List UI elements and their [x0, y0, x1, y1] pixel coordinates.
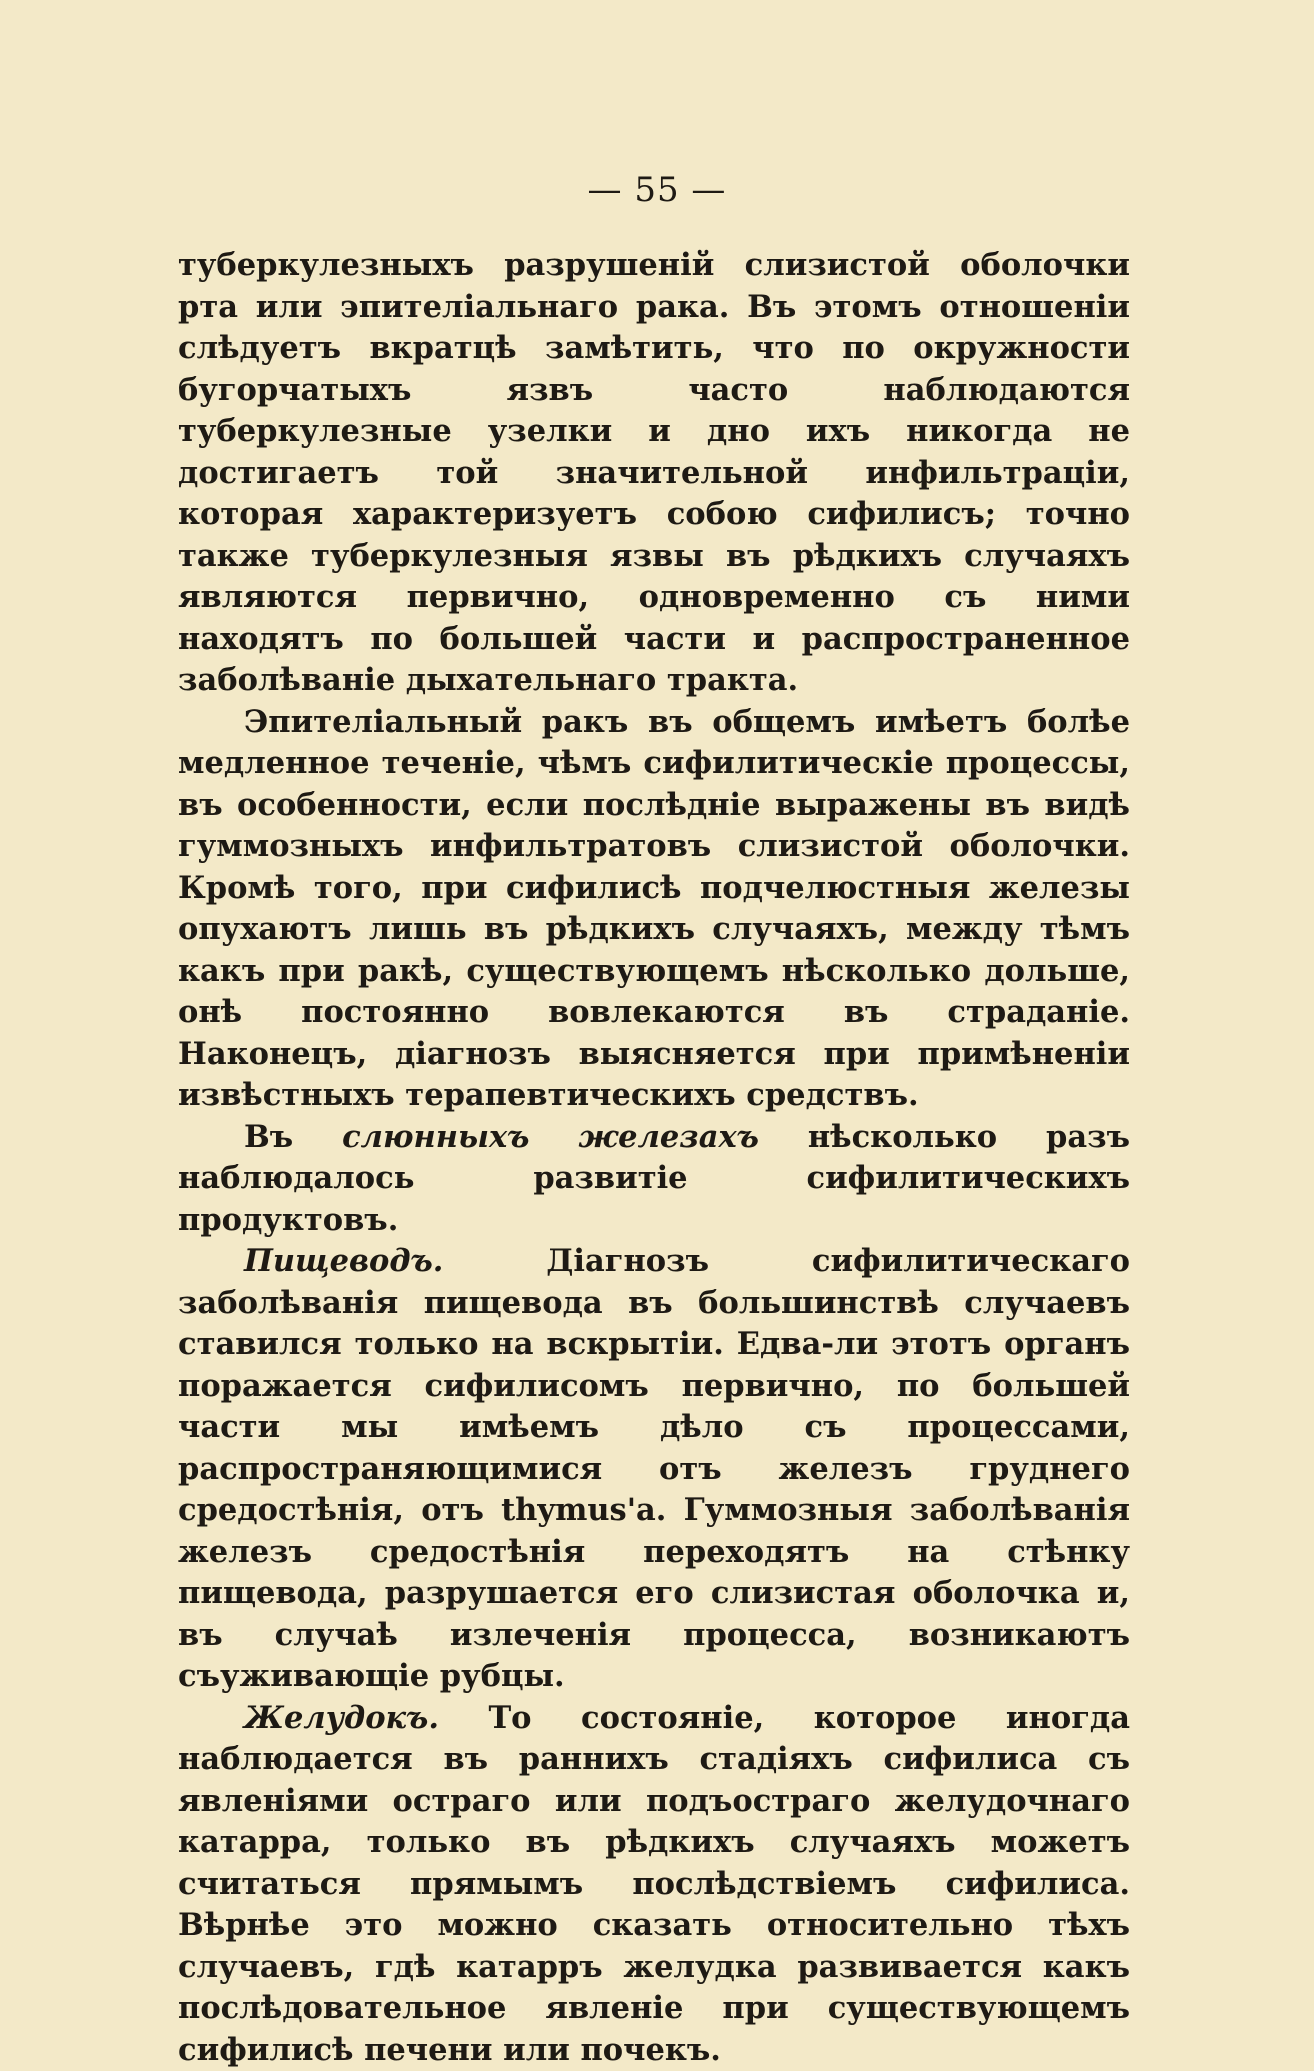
paragraph-3 — [178, 1117, 1130, 1242]
paragraph-3-text: нѣсколько разъ наблюдалось развитіе сифилитическихъ продуктовъ. — [178, 1119, 1130, 1238]
paragraph-3-lead-before: Въ — [244, 1119, 342, 1155]
page-number: — 55 — — [0, 170, 1314, 210]
paragraph-1 — [178, 245, 1130, 702]
paragraph-2 — [178, 702, 1130, 1117]
paragraph-4-italic-heading: Пищеводъ. — [244, 1243, 443, 1279]
body-text — [178, 245, 1130, 2071]
paragraph-5-text: То состояніе, которое иногда наблюдается въ раннихъ стадіяхъ сифилиса съ явленіями остраго или подъостраго желудочнаго катарра, только въ рѣдкихъ случаяхъ можетъ считаться прямымъ послѣдствіемъ сифилиса. Вѣрнѣе это можно сказать относительно тѣхъ случаевъ, гдѣ катарръ желудка развивается какъ послѣдовательное явленіе при существующемъ сифилисѣ печени или почекъ. — [178, 1700, 1130, 2068]
paragraph-4 — [178, 1241, 1130, 1698]
paragraph-4-text: Діагнозъ сифилитическаго заболѣванія пищевода въ большинствѣ случаевъ ставился только на вскрытіи. Едва-ли этотъ органъ поражается сифилисомъ первично, по большей части мы имѣемъ дѣло съ процессами, распространяющимися отъ железъ груднего средостѣнія, отъ thymus'а. Гуммозныя заболѣванія железъ средостѣнія переходятъ на стѣнку пищевода, разрушается его слизистая оболочка и, въ случаѣ излеченія процесса, возникаютъ съуживающіе рубцы. — [178, 1243, 1130, 1694]
paragraph-5 — [178, 1698, 1130, 2071]
paragraph-1-text: туберкулезныхъ разрушеній слизистой оболочки рта или эпителіальнаго рака. Въ этомъ отношеніи слѣдуетъ вкратцѣ замѣтить, что по окружности бугорчатыхъ язвъ часто наблюдаются туберкулезные узелки и дно ихъ никогда не достигаетъ той значительной инфильтраціи, которая характеризуетъ собою сифилисъ; точно также туберкулезныя язвы въ рѣдкихъ случаяхъ являются первично, одновременно съ ними находятъ по большей части и распространенное заболѣваніе дыхательнаго тракта. — [178, 247, 1130, 698]
paragraph-2-text: Эпителіальный ракъ въ общемъ имѣетъ болѣе медленное теченіе, чѣмъ сифилитическіе процессы, въ особенности, если послѣдніе выражены въ видѣ гуммозныхъ инфильтратовъ слизистой оболочки. Кромѣ того, при сифилисѣ подчелюстныя железы опухаютъ лишь въ рѣдкихъ случаяхъ, между тѣмъ какъ при ракѣ, существующемъ нѣсколько дольше, онѣ постоянно вовлекаются въ страданіе. Наконецъ, діагнозъ выясняется при примѣненіи извѣстныхъ терапевтическихъ средствъ. — [178, 704, 1130, 1114]
paragraph-5-italic-heading: Желудокъ. — [244, 1700, 439, 1736]
paragraph-3-italic-term: слюнныхъ железахъ — [342, 1119, 759, 1155]
